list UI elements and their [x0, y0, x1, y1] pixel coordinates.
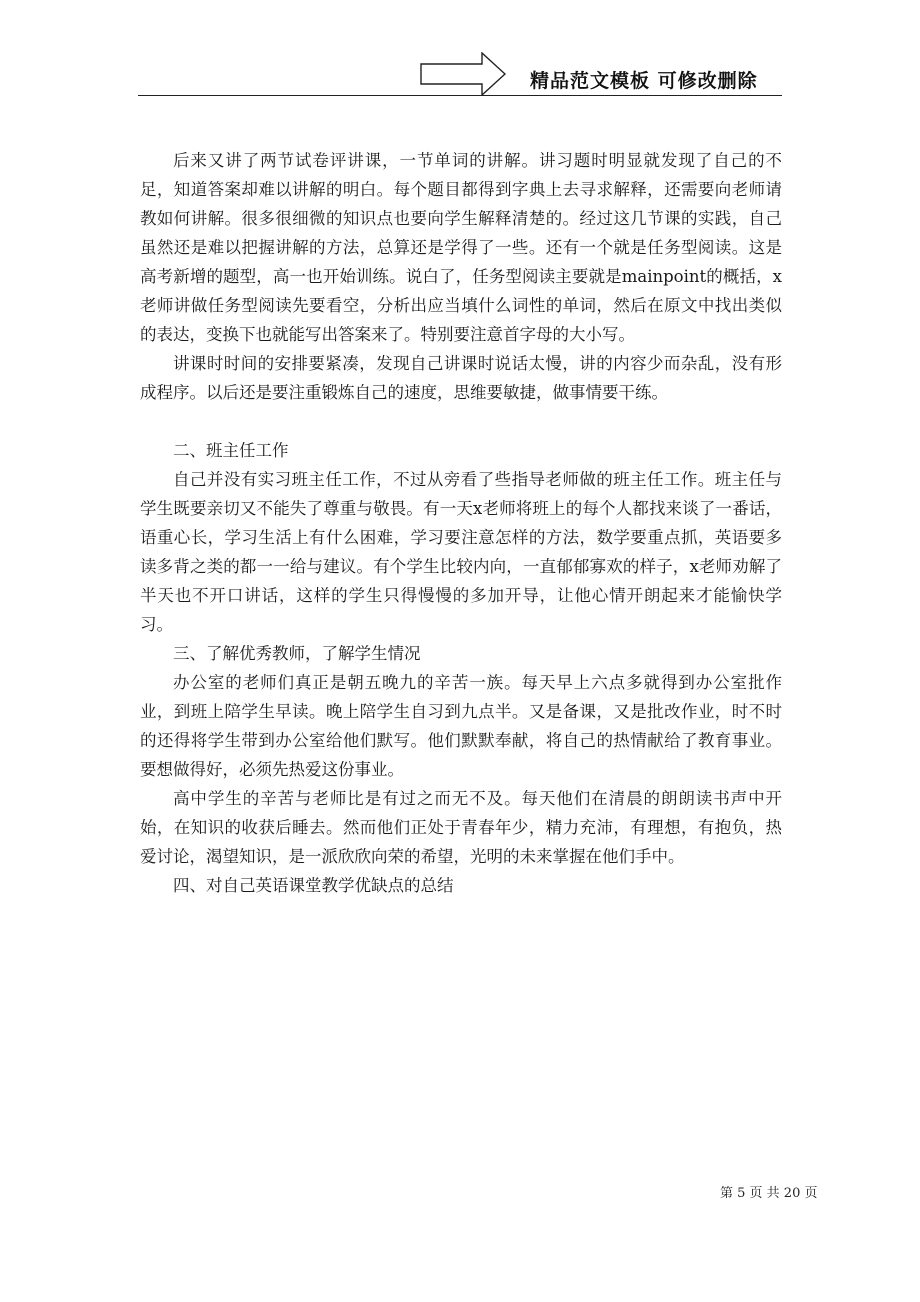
page-number: 第 5 页 共 20 页 [720, 1186, 818, 1201]
paragraph: 后来又讲了两节试卷评讲课，一节单词的讲解。讲习题时明显就发现了自己的不足，知道答案却难以讲解的明白。每个题目都得到字典上去寻求解释，还需要向老师请教如何讲解。很多很细微的知识点也要向学生解释清楚的。经过这几节课的实践，自己虽然还是难以把握讲解的方法，总算还是学得了一些。还有一个就是任务型阅读。这是高考新增的题型，高一也开始训练。说白了，任务型阅读主要就是mainpoint的概括，x老师讲做任务型阅读先要看空，分析出应当填什么词性的单词，然后在原文中找出类似的表达，变换下也就能写出答案来了。特别要注意首字母的大小写。 [140, 151, 782, 344]
header-title: 精品范文模板 可修改删除 [530, 70, 758, 92]
document-body [140, 146, 782, 900]
section-heading: 二、班主任工作 [173, 441, 289, 460]
paragraph: 讲课时时间的安排要紧凑，发现自己讲课时说话太慢，讲的内容少而杂乱，没有形成程序。以后还是要注重锻炼自己的速度，思维要敏捷，做事情要干练。 [140, 354, 782, 402]
section-heading: 四、对自己英语课堂教学优缺点的总结 [173, 876, 454, 895]
header-divider [138, 95, 782, 96]
paragraph: 办公室的老师们真正是朝五晚九的辛苦一族。每天早上六点多就得到办公室批作业，到班上陪学生早读。晚上陪学生自习到九点半。又是备课，又是批改作业，时不时的还得将学生带到办公室给他们默写。他们默默奉献，将自己的热情献给了教育事业。要想做得好，必须先热爱这份事业。 [140, 673, 782, 779]
paragraph: 高中学生的辛苦与老师比是有过之而无不及。每天他们在清晨的朗朗读书声中开始，在知识的收获后睡去。然而他们正处于青春年少，精力充沛，有理想，有抱负，热爱讨论，渴望知识，是一派欣欣向荣的希望，光明的未来掌握在他们手中。 [140, 789, 782, 866]
section-heading: 三、了解优秀教师，了解学生情况 [173, 644, 421, 663]
paragraph: 自己并没有实习班主任工作，不过从旁看了些指导老师做的班主任工作。班主任与学生既要亲切又不能失了尊重与敬畏。有一天x老师将班上的每个人都找来谈了一番话，语重心长，学习生活上有什么困难，学习要注意怎样的方法，数学要重点抓，英语要多读多背之类的都一一给与建议。有个学生比较内向，一直郁郁寡欢的样子，x老师劝解了半天也不开口讲话，这样的学生只得慢慢的多加开导，让他心情开朗起来才能愉快学习。 [140, 470, 782, 634]
arrow-right-icon [420, 52, 506, 96]
